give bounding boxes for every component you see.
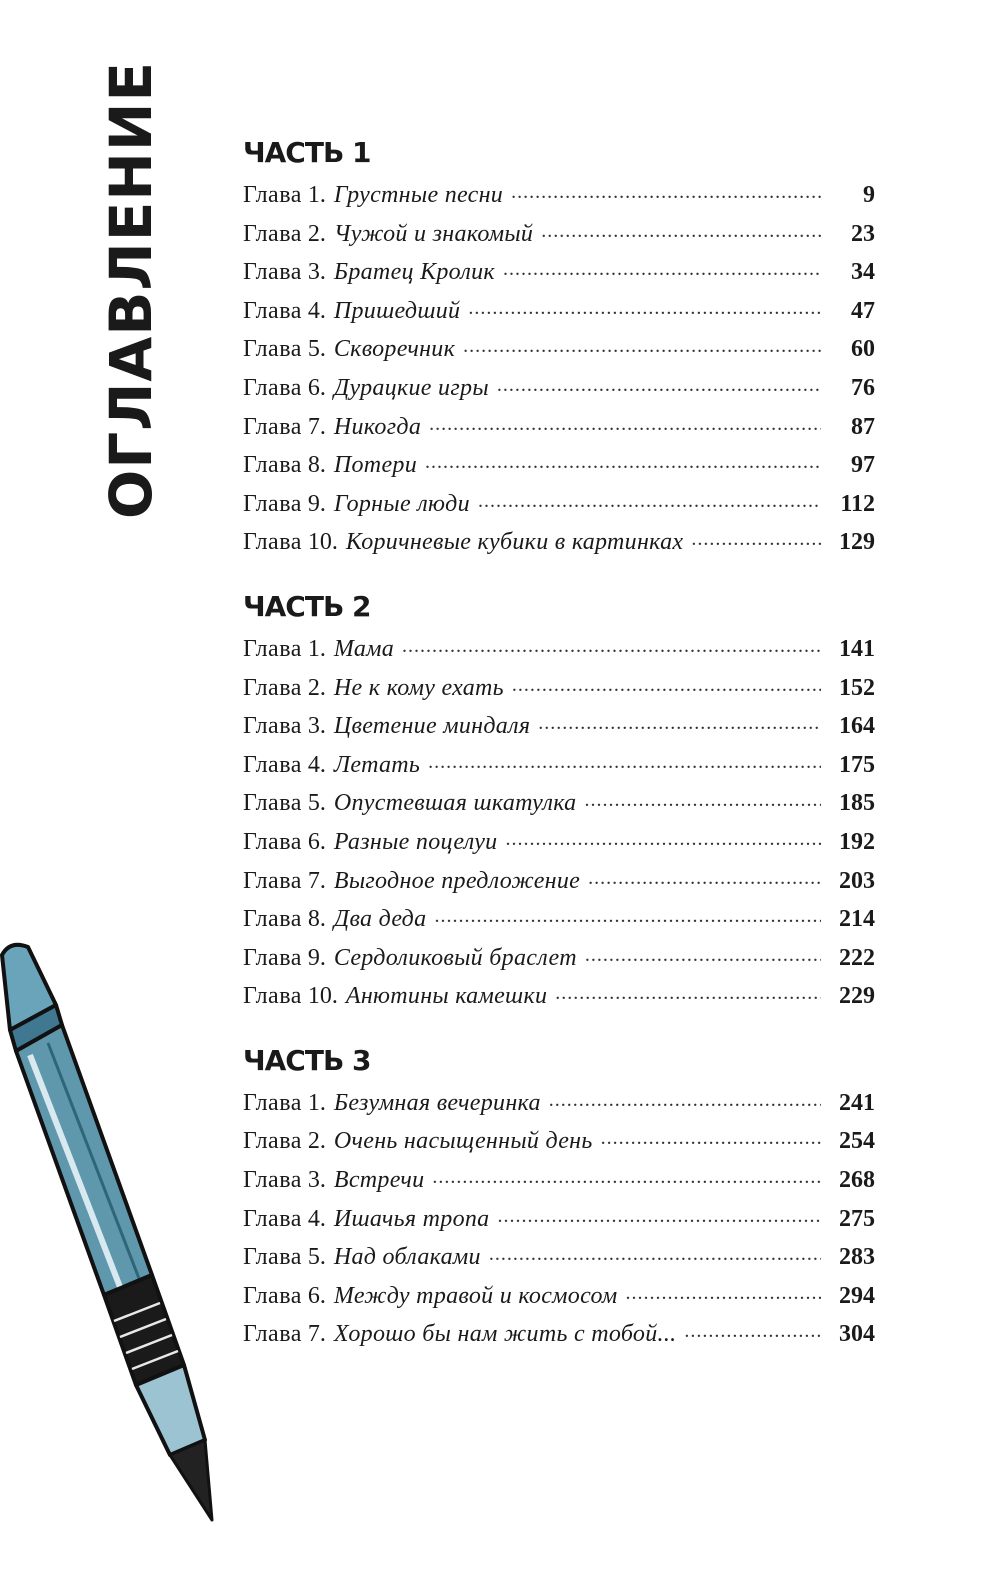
page-number: 47 [851, 297, 875, 324]
chapter-number: 3. [307, 713, 326, 740]
chapter-label: Глава [243, 635, 302, 662]
chapter-number: 4. [307, 751, 326, 778]
page-number: 152 [839, 674, 875, 701]
chapter-number: 1. [307, 182, 326, 208]
chapter-number: 7. [307, 1321, 326, 1348]
toc-entry [243, 294, 875, 333]
chapter-list [243, 1086, 875, 1356]
dot-leader [585, 941, 821, 965]
part-1 [243, 128, 875, 564]
page-number: 97 [851, 452, 875, 479]
page-number: 141 [839, 635, 875, 662]
chapter-number: 6. [307, 828, 326, 855]
page-number: 192 [839, 828, 875, 855]
chapter-title: Летать [333, 751, 421, 778]
page-number: 294 [839, 1282, 875, 1309]
page-number: 214 [839, 906, 875, 933]
table-of-contents [243, 128, 875, 1374]
chapter-number: 4. [307, 297, 326, 324]
chapter-title: Встречи [333, 1167, 425, 1194]
toc-entry [243, 786, 875, 825]
page-number: 241 [839, 1089, 875, 1116]
chapter-number: 5. [307, 336, 326, 363]
chapter-label: Глава [243, 490, 302, 517]
page-title: ОГЛАВЛЕНИЕ [97, 60, 165, 520]
toc-entry [243, 1279, 875, 1318]
chapter-title: Коричневые кубики в картинках [345, 529, 684, 556]
chapter-title: Потери [333, 452, 417, 479]
page-number: 283 [839, 1244, 875, 1271]
toc-entry [243, 487, 875, 526]
toc-entry [243, 1317, 875, 1356]
toc-entry [243, 217, 875, 256]
chapter-number: 2. [307, 220, 326, 247]
chapter-title: Не к кому ехать [333, 674, 504, 701]
dot-leader [425, 448, 821, 472]
dot-leader [625, 1279, 821, 1303]
chapter-number: 3. [307, 259, 326, 286]
toc-entry [243, 979, 875, 1018]
chapter-number: 9. [307, 490, 326, 517]
dot-leader [478, 487, 821, 511]
chapter-label: Глава [243, 413, 302, 440]
part-title: ЧАСТЬ 1 [243, 136, 371, 169]
toc-entry [243, 902, 875, 941]
dot-leader [584, 786, 821, 810]
dot-leader [541, 217, 821, 241]
chapter-label: Глава [243, 944, 302, 971]
chapter-label: Глава [243, 452, 302, 479]
page-number: 254 [839, 1128, 875, 1155]
chapter-title: Братец Кролик [333, 259, 495, 286]
chapter-label: Глава [243, 1128, 302, 1155]
page-number: 23 [851, 220, 875, 247]
chapter-title: Между травой и космосом [333, 1282, 618, 1309]
chapter-number: 10. [307, 529, 338, 556]
dot-leader [432, 1163, 821, 1187]
chapter-label: Глава [243, 374, 302, 401]
chapter-label: Глава [243, 790, 302, 817]
chapter-title: Разные поцелуи [333, 828, 498, 855]
chapter-title: Пришедший [333, 297, 461, 324]
chapter-number: 6. [307, 374, 326, 401]
dot-leader [497, 1202, 821, 1226]
chapter-title: Анютины камешки [345, 983, 548, 1010]
chapter-title: Дурацкие игры [333, 374, 489, 401]
toc-entry [243, 1202, 875, 1241]
toc-entry [243, 332, 875, 371]
dot-leader [588, 864, 821, 888]
chapter-label: Глава [243, 906, 302, 933]
toc-entry [243, 1086, 875, 1125]
page-number: 268 [839, 1167, 875, 1194]
chapter-title: Никогда [333, 413, 422, 440]
page-number: 34 [851, 259, 875, 286]
chapter-title: Опустевшая шкатулка [333, 790, 577, 817]
pen-illustration [0, 935, 230, 1535]
chapter-number: 4. [307, 1205, 326, 1232]
toc-entry [243, 1124, 875, 1163]
chapter-number: 9. [307, 944, 326, 971]
chapter-label: Глава [243, 336, 302, 363]
chapter-label: Глава [243, 713, 302, 740]
dot-leader [468, 294, 821, 318]
chapter-label: Глава [243, 1321, 302, 1348]
page-number: 275 [839, 1205, 875, 1232]
page-number: 164 [839, 713, 875, 740]
dot-leader [402, 632, 821, 656]
part-3 [243, 1036, 875, 1356]
toc-entry [243, 671, 875, 710]
toc-entry [243, 410, 875, 449]
chapter-title: Цветение миндаля [333, 713, 531, 740]
chapter-number: 7. [307, 413, 326, 440]
chapter-label: Глава [243, 259, 302, 286]
chapter-label: Глава [243, 1167, 302, 1194]
chapter-label: Глава [243, 751, 302, 778]
chapter-label: Глава [243, 867, 302, 894]
dot-leader [463, 332, 821, 356]
chapter-label: Глава [243, 1244, 302, 1271]
chapter-number: 5. [307, 1244, 326, 1271]
chapter-label: Глава [243, 828, 302, 855]
chapter-list [243, 178, 875, 564]
chapter-number: 6. [307, 1282, 326, 1309]
dot-leader [503, 255, 821, 279]
chapter-label: Глава [243, 1205, 302, 1232]
toc-entry [243, 941, 875, 980]
page-number: 175 [839, 751, 875, 778]
dot-leader [428, 748, 821, 772]
pen-tip [170, 1440, 212, 1520]
toc-entry [243, 371, 875, 410]
chapter-title: Выгодное предложение [333, 867, 581, 894]
part-2 [243, 582, 875, 1018]
chapter-list [243, 632, 875, 1018]
page-number: 229 [839, 983, 875, 1010]
page-number: 304 [839, 1321, 875, 1348]
chapter-number: 1. [307, 635, 326, 662]
part-title: ЧАСТЬ 3 [243, 1043, 371, 1077]
toc-entry [243, 825, 875, 864]
toc-entry [243, 709, 875, 748]
toc-entry [243, 178, 875, 217]
chapter-title: Грустные песни [333, 182, 504, 208]
chapter-title: Очень насыщенный день [333, 1128, 593, 1155]
chapter-number: 8. [307, 452, 326, 479]
chapter-number: 7. [307, 867, 326, 894]
page-number: 9 [863, 182, 875, 208]
dot-leader [511, 178, 821, 202]
chapter-number: 8. [307, 906, 326, 933]
dot-leader [691, 525, 821, 549]
dot-leader [601, 1124, 821, 1148]
dot-leader [538, 709, 821, 733]
chapter-title: Хорошо бы нам жить с тобой... [333, 1321, 677, 1348]
toc-entry [243, 1163, 875, 1202]
dot-leader [489, 1240, 821, 1264]
chapter-label: Глава [243, 297, 302, 324]
chapter-number: 5. [307, 790, 326, 817]
chapter-label: Глава [243, 1282, 302, 1309]
toc-entry [243, 448, 875, 487]
chapter-number: 1. [307, 1089, 326, 1116]
page-number: 112 [840, 490, 875, 517]
chapter-number: 10. [307, 983, 338, 1010]
page-number: 129 [839, 529, 875, 556]
chapter-label: Глава [243, 529, 302, 556]
dot-leader [429, 410, 821, 434]
page-number: 76 [851, 374, 875, 401]
chapter-title: Чужой и знакомый [333, 220, 534, 247]
chapter-label: Глава [243, 1089, 302, 1116]
chapter-title: Скворечник [333, 336, 456, 363]
dot-leader [555, 979, 821, 1003]
chapter-title: Мама [333, 635, 395, 662]
part-title: ЧАСТЬ 2 [243, 589, 371, 623]
chapter-number: 2. [307, 1128, 326, 1155]
chapter-label: Глава [243, 674, 302, 701]
chapter-label: Глава [243, 983, 302, 1010]
dot-leader [505, 825, 821, 849]
page-number: 60 [851, 336, 875, 363]
page-number: 222 [839, 944, 875, 971]
toc-entry [243, 1240, 875, 1279]
toc-entry [243, 525, 875, 564]
chapter-title: Сердоликовый браслет [333, 944, 577, 971]
chapter-title: Два деда [333, 906, 427, 933]
dot-leader [497, 371, 821, 395]
chapter-label: Глава [243, 182, 302, 208]
chapter-title: Над облаками [333, 1244, 481, 1271]
toc-entry [243, 864, 875, 903]
toc-entry [243, 748, 875, 787]
dot-leader [549, 1086, 821, 1110]
chapter-number: 3. [307, 1167, 326, 1194]
chapter-title: Безумная вечеринка [333, 1089, 541, 1116]
chapter-number: 2. [307, 674, 326, 701]
page-number: 87 [851, 413, 875, 440]
toc-entry [243, 632, 875, 671]
page-number: 185 [839, 790, 875, 817]
chapter-label: Глава [243, 220, 302, 247]
chapter-title: Ишачья тропа [333, 1205, 490, 1232]
page-number: 203 [839, 867, 875, 894]
dot-leader [434, 902, 821, 926]
chapter-title: Горные люди [333, 490, 470, 517]
toc-entry [243, 255, 875, 294]
dot-leader [684, 1317, 821, 1341]
dot-leader [512, 671, 821, 695]
